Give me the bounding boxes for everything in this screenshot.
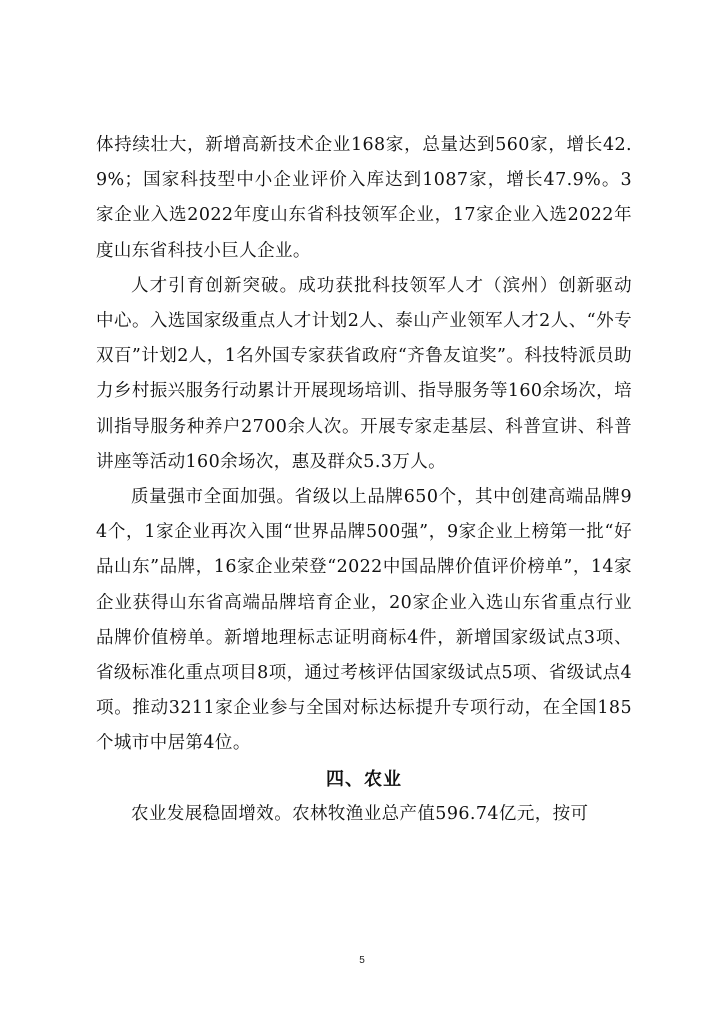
paragraph-tech-enterprises: 体持续壮大，新增高新技术企业168家，总量达到560家，增长42.9%；国家科技型中小企业评价入库达到1087家，增长47.9%。3家企业入选2022年度山东省科技领军企业，17家企业入选2022年度山东省科技小巨人企业。	[96, 135, 632, 261]
document-body	[96, 128, 632, 832]
paragraph-talent: 人才引育创新突破。成功获批科技领军人才（滨州）创新驱动中心。入选国家级重点人才计划2人、泰山产业领军人才2人、“外专双百”计划2人，1名外国专家获省政府“齐鲁友谊奖”。科技特派员助力乡村振兴服务行动累计开展现场培训、指导服务等160余场次，培训指导服务种养户2700余人次。开展专家走基层、科普宣讲、科普讲座等活动160余场次，惠及群众5.3万人。	[96, 275, 632, 472]
section-heading-agriculture: 四、农业	[326, 768, 402, 790]
paragraph-agriculture: 农业发展稳固增效。农林牧渔业总产值596.74亿元，按可	[131, 803, 589, 824]
page-number: 5	[359, 955, 365, 966]
paragraph-quality: 质量强市全面加强。省级以上品牌650个，其中创建高端品牌94个，1家企业再次入围“世界品牌500强”，9家企业上榜第一批“好品山东”品牌，16家企业荣登“2022中国品牌价值评价榜单”，14家企业获得山东省高端品牌培育企业，20家企业入选山东省重点行业品牌价值榜单。新增地理标志证明商标4件，新增国家级试点3项、省级标准化重点项目8项，通过考核评估国家级试点5项、省级试点4项。推动3211家企业参与全国对标达标提升专项行动，在全国185个城市中居第4位。	[96, 487, 632, 754]
